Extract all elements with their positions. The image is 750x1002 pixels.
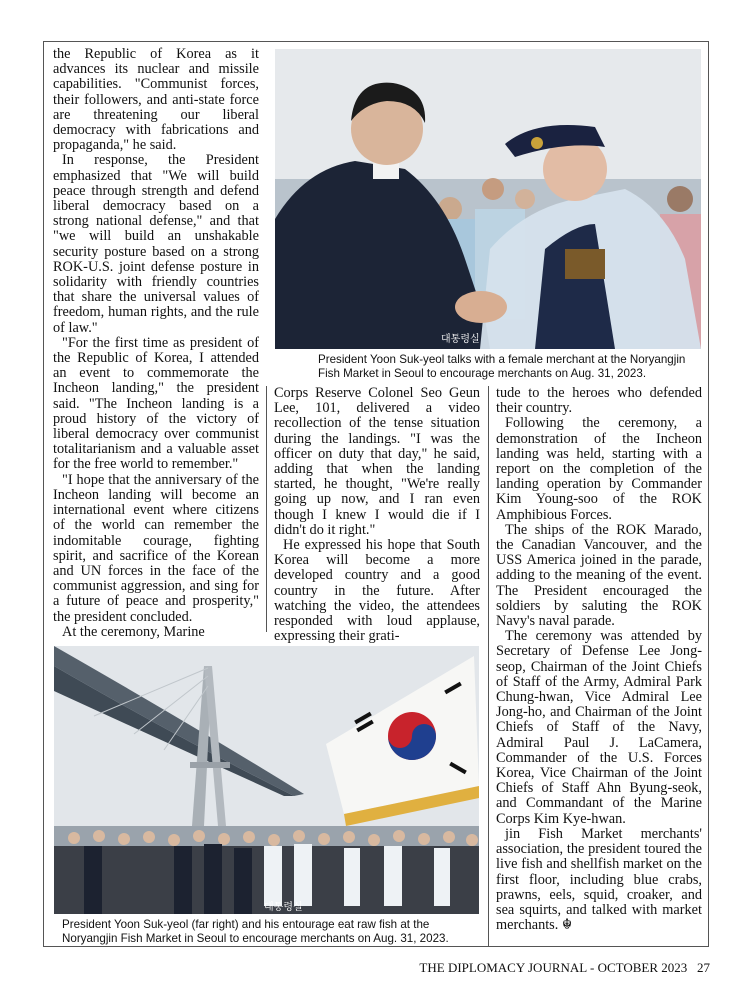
article-column-2 [274,386,480,644]
page-number: 27 [697,960,710,975]
paragraph: At the ceremony, Marine [62,623,205,640]
photo-president-veteran-handshake [275,49,701,349]
paragraph: The ships of the ROK Marado, the Canadian Vancouver, and the USS America joined in the parade, adding to the meaning of the event. The President encouraged the soldiers by saluting the ROK Navy's naval parade. [496,521,702,630]
paragraph: Following the ceremony, a demonstration of the Incheon landing was held, starting with a report on the completion of the landing operation by Commander Kim Young-soo of the ROK Amphibious Forces. [496,415,702,523]
photo-caption-top: President Yoon Suk-yeol talks with a female merchant at the Noryangjin Fish Market in Seoul to encourage merchants on Aug. 31, 2023. [318,353,686,380]
article-column-1 [53,47,259,640]
photo-ceremony-bridge-flag [54,646,479,914]
paragraph: "For the first time as president of the Republic of Korea, I attended an event to commemorate the Incheon landing," the president said. "The Incheon landing is a proud history of the victory of liberal democracy over communist totalitarianism and a valuable asset for the free world to remember." [53,334,259,473]
paragraph: the Republic of Korea as it advances its nuclear and missile capabilities. "Communist forces, their followers, and anti-state force are threatening our liberal democracy with fabrications and propaganda," he said. [53,46,259,154]
publication-name: THE DIPLOMACY JOURNAL - OCTOBER 2023 [419,960,688,975]
paragraph: He expressed his hope that South Korea will become a more developed country and a good country in the future. After watching the video, the attendees responded with loud applause, expressing their grati- [274,537,480,645]
end-mark-icon: ☬ [561,917,573,934]
watermark-logo: 대통령실 [441,334,480,345]
photo-illustration [275,49,701,349]
photo-illustration [54,646,479,914]
photo-caption-bottom: President Yoon Suk-yeol (far right) and his entourage eat raw fish at the Noryangjin Fish Market in Seoul to encourage merchants on Aug. 31, 2023. [62,918,449,945]
paragraph [496,827,702,933]
watermark-logo: 대통령실 [264,902,303,913]
paragraph: tude to the heroes who defended their country. [496,385,702,417]
page-footer [390,960,710,976]
column-divider [266,386,267,632]
paragraph: In response, the President emphasized that "We will build peace through strength and defend liberal democracy based on a strong national defense," and that "we will build an unshakable security posture based on a strong ROK-U.S. joint defense posture in solidarity with friendly countries that share the universal values of freedom, human rights, and the rule of law." [53,152,259,336]
article-column-3 [496,386,702,933]
paragraph: The ceremony was attended by Secretary of Defense Lee Jong-seop, Chairman of the Joint Chiefs of Staff of the Army, Admiral Park Chung-hwan, Vice Admiral Lee Jong-ho, and Chairman of the Joint Chiefs of Staff of the Navy, Admiral Paul J. LaCamera, Commander of the U.S. Forces Korea, Vice Chairman of the Joint Chiefs of Staff Ahn Byung-seok, and Commandant of the Marine Corps Kim Kye-hwan. [496,628,702,827]
paragraph: Corps Reserve Colonel Seo Geun Lee, 101, delivered a video recollection of the tense situation during the landings. "I was the officer on duty that day," he said, adding that when the landing started, he thought, "We're really going up now, and I ran even though I knew I would die if I didn't do it right." [274,385,480,538]
column-divider [488,386,489,946]
paragraph-text: jin Fish Market merchants' association, the president toured the live fish and shellfish market on the first floor, including blue crabs, prawns, eels, squid, croaker, and sea squirts, and talked with market merchants. [496,825,702,934]
paragraph: "I hope that the anniversary of the Incheon landing will become an international event where citizens of the world can remember the indomitable courage, fighting spirit, and sacrifice of the Korean and UN forces in the face of the communist aggression, and sing for a future of peace and prosperity," the president concluded. [53,471,259,625]
